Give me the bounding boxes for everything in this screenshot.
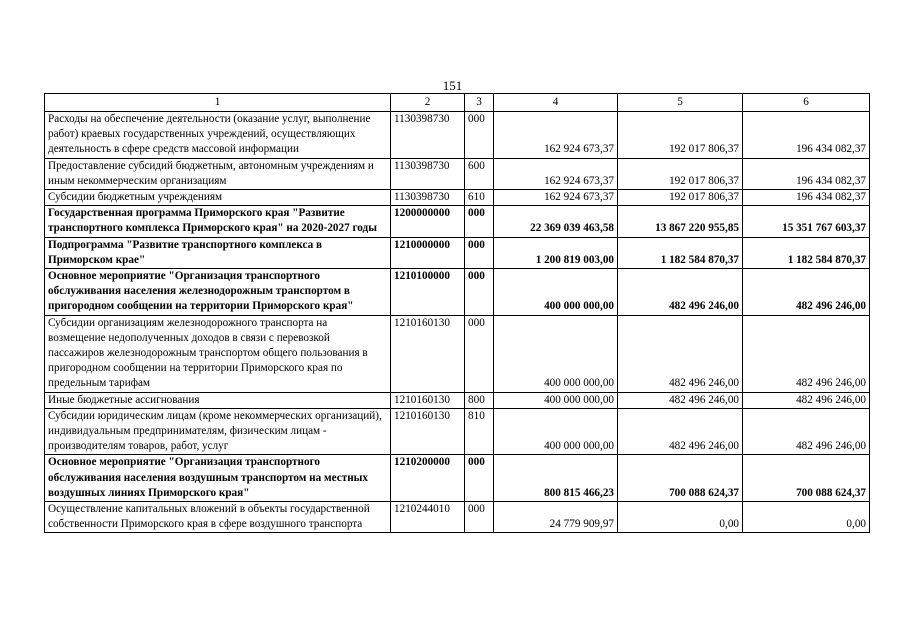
row-expense-type-cell: 610: [465, 190, 494, 206]
row-amount-2023-cell: 196 434 082,37: [743, 190, 870, 206]
row-name-cell: Осуществление капитальных вложений в объекты государственной собственности Приморского края в сфере воздушного транспорта: [45, 502, 391, 533]
row-code-cell: 1210160130: [391, 408, 465, 455]
row-code-cell: 1130398730: [391, 158, 465, 189]
row-name-cell: Субсидии организациям железнодорожного транспорта на возмещение недополученных доходов в связи с перевозкой пассажиров железнодорожным транспортом общего пользования в пригородном сообщении на территории Приморского края по предельным тарифам: [45, 315, 391, 392]
header-cell-1: 1: [45, 94, 391, 112]
row-name-cell: Подпрограмма "Развитие транспортного комплекса в Приморском крае": [45, 237, 391, 268]
table-row: [45, 408, 870, 455]
row-expense-type-cell: 000: [465, 315, 494, 392]
table-row: [45, 392, 870, 408]
row-amount-2023-cell: 482 496 246,00: [743, 269, 870, 316]
row-amount-2023-cell: 196 434 082,37: [743, 112, 870, 159]
table-row: [45, 315, 870, 392]
row-amount-2021-cell: 400 000 000,00: [494, 392, 618, 408]
table-row: [45, 112, 870, 159]
row-amount-2022-cell: 482 496 246,00: [618, 392, 743, 408]
row-amount-2021-cell: 162 924 673,37: [494, 158, 618, 189]
row-expense-type-cell: 600: [465, 158, 494, 189]
row-amount-2022-cell: 482 496 246,00: [618, 269, 743, 316]
row-amount-2023-cell: 196 434 082,37: [743, 158, 870, 189]
table-row: [45, 158, 870, 189]
row-name-cell: Основное мероприятие "Организация транспортного обслуживания населения воздушным транспортом на местных воздушных линиях Приморского края": [45, 455, 391, 502]
row-expense-type-cell: 000: [465, 455, 494, 502]
row-amount-2022-cell: 192 017 806,37: [618, 158, 743, 189]
row-name-cell: Предоставление субсидий бюджетным, автономным учреждениям и иным некоммерческим организациям: [45, 158, 391, 189]
row-amount-2023-cell: 700 088 624,37: [743, 455, 870, 502]
table-row: [45, 190, 870, 206]
row-amount-2023-cell: 482 496 246,00: [743, 392, 870, 408]
row-code-cell: 1130398730: [391, 190, 465, 206]
row-amount-2021-cell: 800 815 466,23: [494, 455, 618, 502]
header-cell-2: 2: [391, 94, 465, 112]
row-amount-2022-cell: 1 182 584 870,37: [618, 237, 743, 268]
row-amount-2022-cell: 482 496 246,00: [618, 315, 743, 392]
budget-table: [44, 93, 870, 533]
row-amount-2023-cell: 482 496 246,00: [743, 408, 870, 455]
row-amount-2022-cell: 700 088 624,37: [618, 455, 743, 502]
row-amount-2023-cell: 1 182 584 870,37: [743, 237, 870, 268]
row-amount-2023-cell: 482 496 246,00: [743, 315, 870, 392]
row-code-cell: 1200000000: [391, 206, 465, 237]
row-name-cell: Иные бюджетные ассигнования: [45, 392, 391, 408]
row-amount-2021-cell: 400 000 000,00: [494, 408, 618, 455]
header-cell-5: 5: [618, 94, 743, 112]
row-amount-2021-cell: 162 924 673,37: [494, 190, 618, 206]
row-name-cell: Расходы на обеспечение деятельности (оказание услуг, выполнение работ) краевых государственных учреждений, осуществляющих деятельность в сфере средств массовой информации: [45, 112, 391, 159]
row-code-cell: 1210160130: [391, 315, 465, 392]
header-cell-4: 4: [494, 94, 618, 112]
header-cell-6: 6: [743, 94, 870, 112]
table-row: [45, 237, 870, 268]
row-code-cell: 1210200000: [391, 455, 465, 502]
row-amount-2023-cell: 0,00: [743, 502, 870, 533]
row-code-cell: 1210000000: [391, 237, 465, 268]
table-row: [45, 269, 870, 316]
table-header-row: [45, 94, 870, 112]
row-name-cell: Субсидии юридическим лицам (кроме некоммерческих организаций), индивидуальным предпринимателям, физическим лицам - производителям товаров, работ, услуг: [45, 408, 391, 455]
row-code-cell: 1210244010: [391, 502, 465, 533]
row-amount-2021-cell: 24 779 909,97: [494, 502, 618, 533]
row-expense-type-cell: 000: [465, 237, 494, 268]
row-name-cell: Основное мероприятие "Организация транспортного обслуживания населения железнодорожным транспортом в пригородном сообщении на территории Приморского края": [45, 269, 391, 316]
row-amount-2022-cell: 0,00: [618, 502, 743, 533]
row-name-cell: Государственная программа Приморского края "Развитие транспортного комплекса Приморского края" на 2020-2027 годы: [45, 206, 391, 237]
header-cell-3: 3: [465, 94, 494, 112]
row-amount-2022-cell: 192 017 806,37: [618, 190, 743, 206]
page-number: 151: [442, 78, 463, 93]
table-row: [45, 502, 870, 533]
row-code-cell: 1130398730: [391, 112, 465, 159]
row-amount-2021-cell: 400 000 000,00: [494, 269, 618, 316]
table-row: [45, 206, 870, 237]
row-expense-type-cell: 000: [465, 206, 494, 237]
row-expense-type-cell: 800: [465, 392, 494, 408]
row-name-cell: Субсидии бюджетным учреждениям: [45, 190, 391, 206]
row-amount-2022-cell: 13 867 220 955,85: [618, 206, 743, 237]
row-expense-type-cell: 000: [465, 112, 494, 159]
table-row: [45, 455, 870, 502]
row-expense-type-cell: 000: [465, 502, 494, 533]
row-amount-2022-cell: 192 017 806,37: [618, 112, 743, 159]
row-amount-2023-cell: 15 351 767 603,37: [743, 206, 870, 237]
row-amount-2021-cell: 1 200 819 003,00: [494, 237, 618, 268]
row-amount-2021-cell: 400 000 000,00: [494, 315, 618, 392]
row-amount-2021-cell: 162 924 673,37: [494, 112, 618, 159]
row-amount-2022-cell: 482 496 246,00: [618, 408, 743, 455]
row-code-cell: 1210100000: [391, 269, 465, 316]
row-expense-type-cell: 000: [465, 269, 494, 316]
row-amount-2021-cell: 22 369 039 463,58: [494, 206, 618, 237]
row-expense-type-cell: 810: [465, 408, 494, 455]
row-code-cell: 1210160130: [391, 392, 465, 408]
